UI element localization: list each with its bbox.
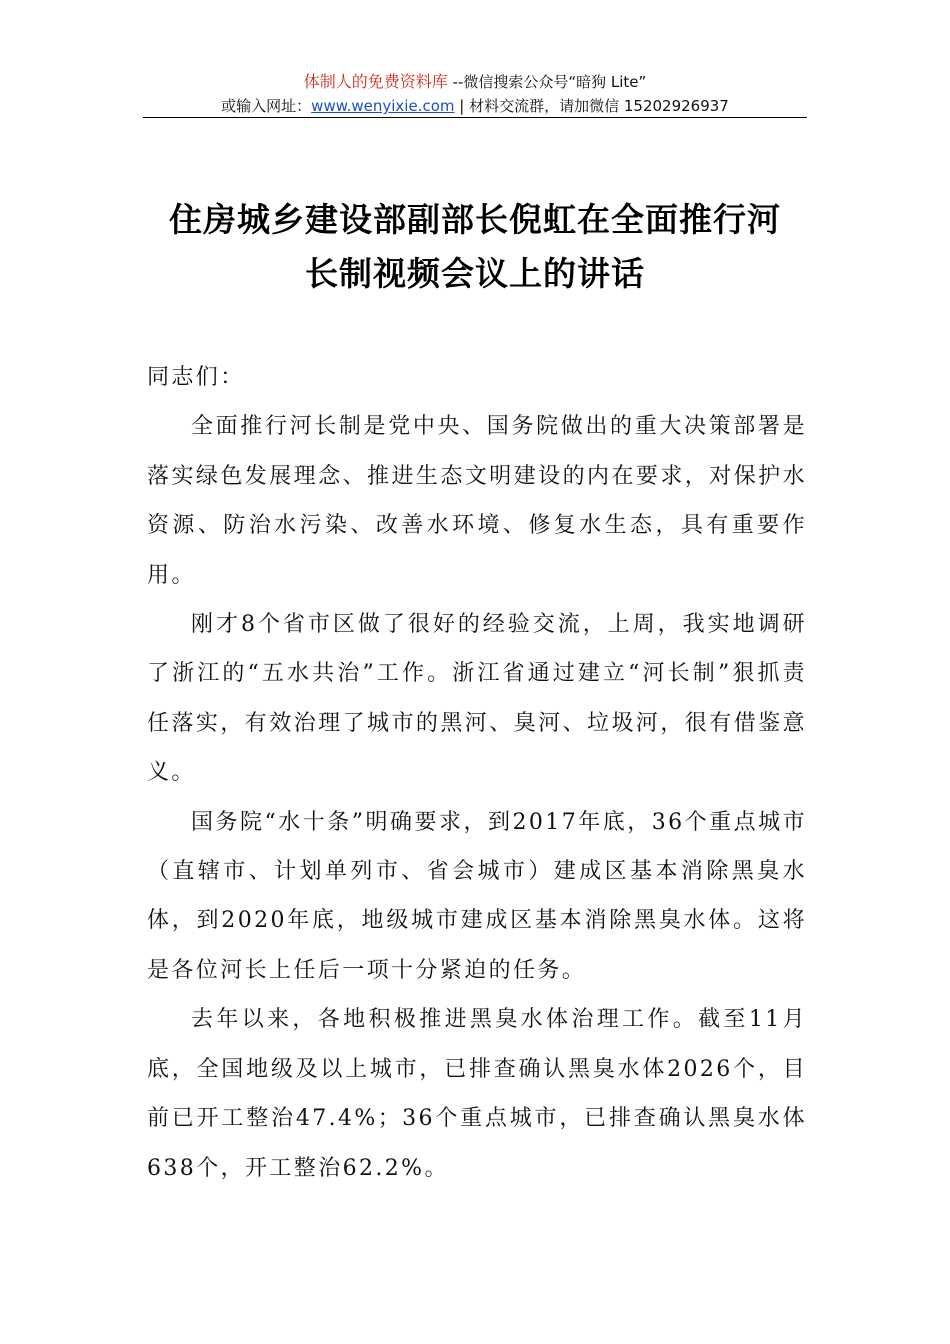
header-url-prefix: 或输入网址： xyxy=(221,97,312,115)
document-body xyxy=(147,353,807,1193)
title-line-2: 长制视频会议上的讲话 xyxy=(305,254,645,293)
body-paragraph: 刚才8个省市区做了很好的经验交流，上周，我实地调研了浙江的“五水共治”工作。浙江省通过建立“河长制”狠抓责任落实，有效治理了城市的黑河、臭河、垃圾河，很有借鉴意义。 xyxy=(147,612,807,786)
header-url-link[interactable]: www.wenyixie.com xyxy=(311,97,455,115)
body-paragraph: 去年以来，各地积极推进黑臭水体治理工作。截至11月底，全国地级及以上城市，已排查确认黑臭水体2026个，目前已开工整治47.4%；36个重点城市，已排查确认黑臭水体638个，开工整治62.2%。 xyxy=(147,1007,807,1181)
header-tagline: --微信搜索公众号“暗狗 Lite” xyxy=(447,73,647,91)
header-line-1 xyxy=(143,70,807,94)
body-paragraph: 国务院“水十条”明确要求，到2017年底，36个重点城市（直辖市、计划单列市、省会城市）建成区基本消除黑臭水体，到2020年底，地级城市建成区基本消除黑臭水体。这将是各位河长上任后一项十分紧迫的任务。 xyxy=(147,809,807,983)
header-divider xyxy=(143,117,807,118)
document-header xyxy=(143,70,807,118)
title-line-1: 住房城乡建设部副部长倪虹在全面推行河 xyxy=(169,200,781,239)
header-line-2 xyxy=(143,94,807,118)
document-title xyxy=(143,193,807,301)
body-paragraph: 全面推行河长制是党中央、国务院做出的重大决策部署是落实绿色发展理念、推进生态文明建设的内在要求，对保护水资源、防治水污染、改善水环境、修复水生态，具有重要作用。 xyxy=(147,414,807,588)
salutation: 同志们： xyxy=(147,365,245,390)
header-contact: | 材料交流群，请加微信 15202926937 xyxy=(454,97,729,115)
header-brand: 体制人的免费资料库 xyxy=(303,72,448,91)
